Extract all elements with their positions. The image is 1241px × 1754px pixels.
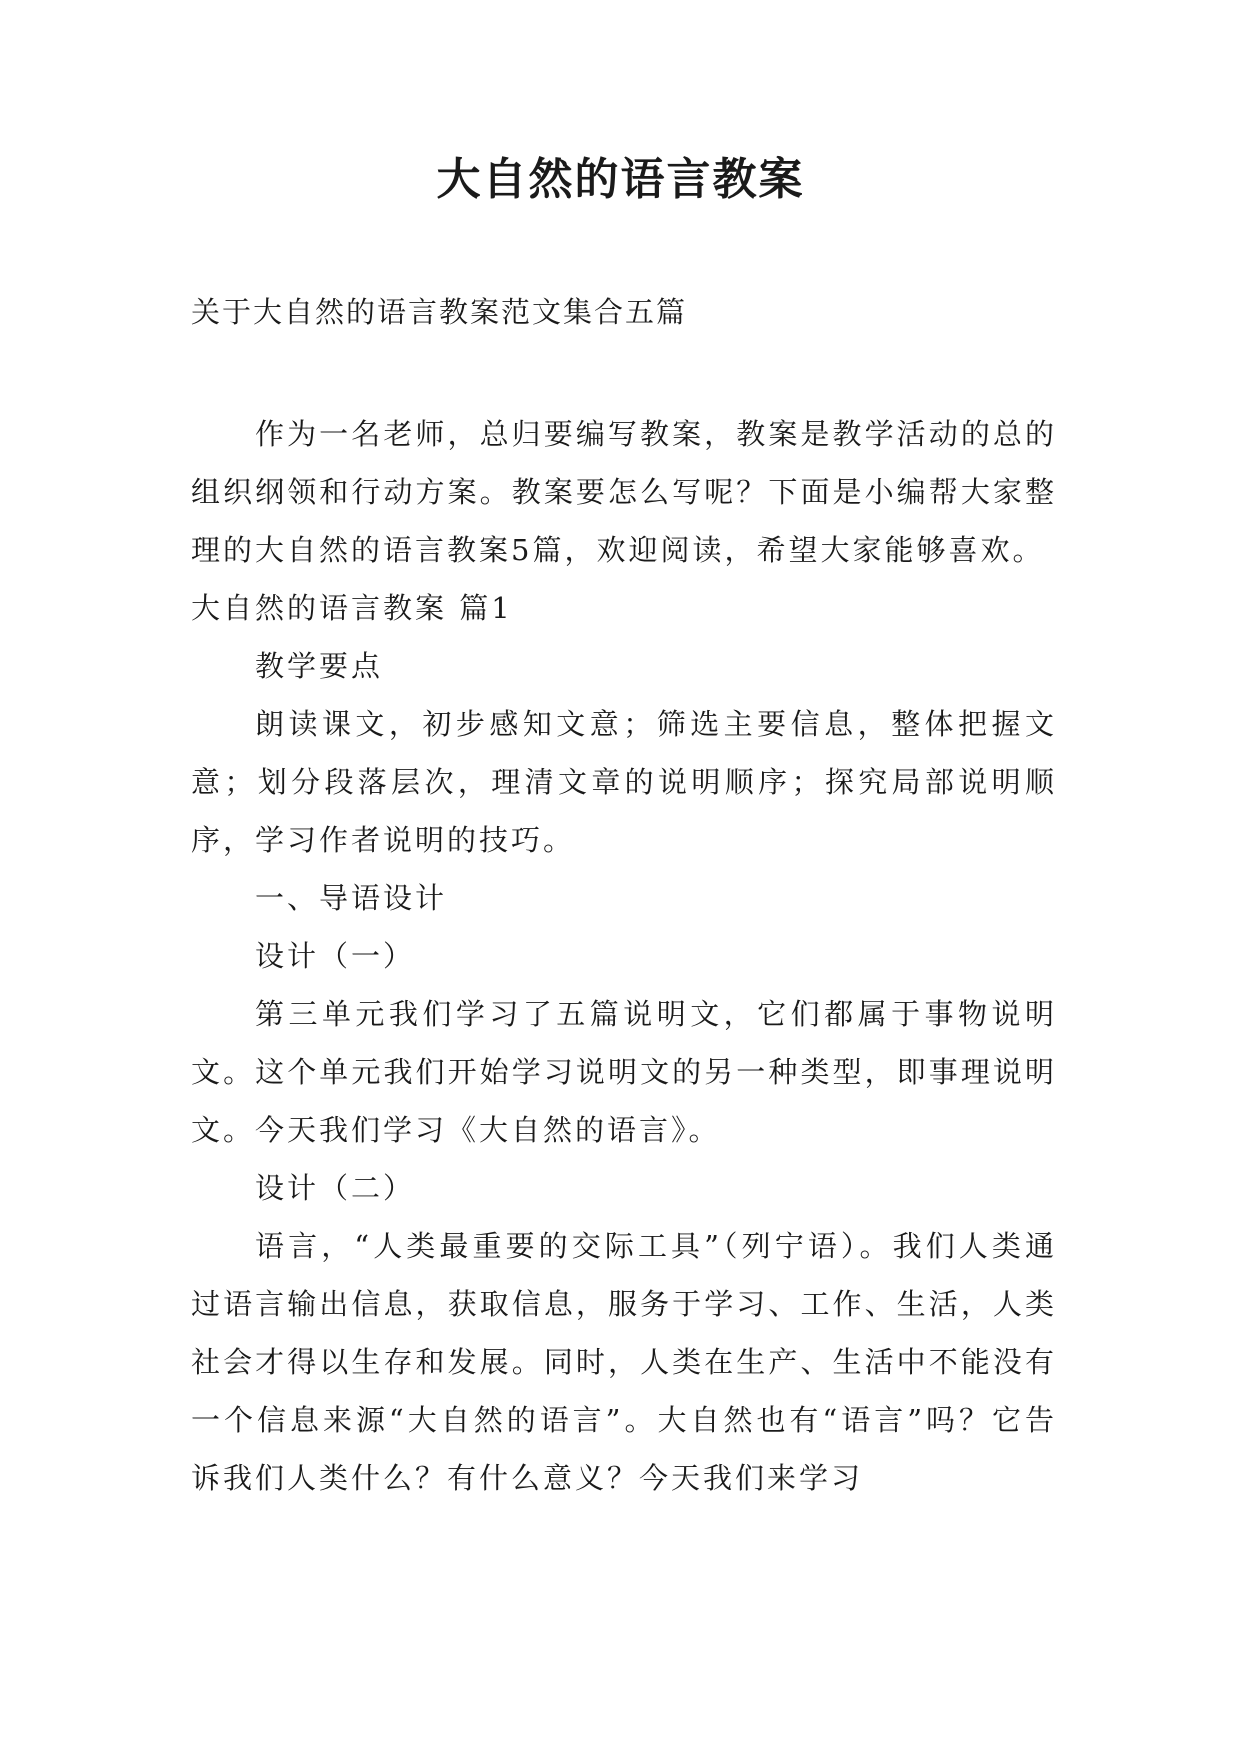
teaching-points-paragraph: 朗读课文，初步感知文意；筛选主要信息，整体把握文意；划分段落层次，理清文章的说明顺序；探究局部说明顺序，学习作者说明的技巧。 [191, 707, 1057, 857]
document-body [191, 405, 1057, 1507]
subheading-design-2: 设计（二） [255, 1171, 416, 1205]
page-subtitle: 关于大自然的语言教案范文集合五篇 [191, 295, 688, 329]
page-title: 大自然的语言教案 [436, 154, 805, 205]
design-2-paragraph: 语言，“人类最重要的交际工具”（列宁语）。我们人类通过语言输出信息，获取信息，服务于学习、工作、生活，人类社会才得以生存和发展。同时，人类在生产、生活中不能没有一个信息来源“大自然的语言”。大自然也有“语言”吗？它告诉我们人类什么？有什么意义？今天我们来学习 [191, 1229, 1057, 1495]
subheading-teaching-points: 教学要点 [255, 649, 384, 683]
intro-paragraph: 作为一名老师，总归要编写教案，教案是教学活动的总的组织纲领和行动方案。教案要怎么写呢？下面是小编帮大家整理的大自然的语言教案5篇，欢迎阅读，希望大家能够喜欢。 [191, 417, 1057, 567]
subheading-intro-design: 一、导语设计 [255, 881, 448, 915]
design-1-paragraph: 第三单元我们学习了五篇说明文，它们都属于事物说明文。这个单元我们开始学习说明文的另一种类型，即事理说明文。今天我们学习《大自然的语言》。 [191, 997, 1057, 1147]
subheading-design-1: 设计（一） [255, 939, 416, 973]
section-heading: 大自然的语言教案 篇1 [191, 591, 513, 625]
